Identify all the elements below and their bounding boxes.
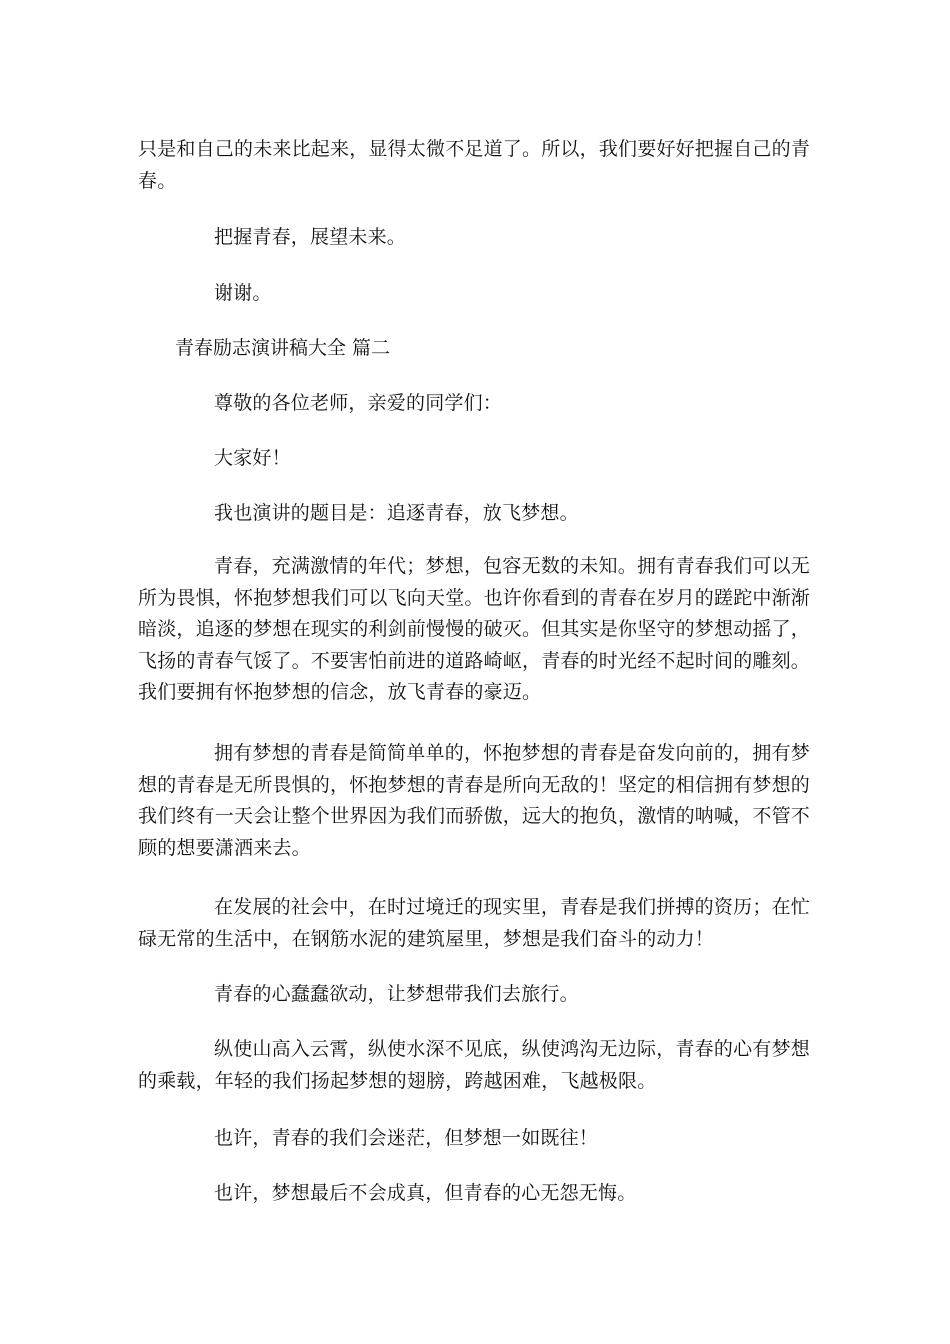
paragraph-mountains-high: 纵使山高入云霄，纵使水深不见底，纵使鸿沟无边际，青春的心有梦想的乘载，年轻的我们扬起梦想的翅膀，跨越困难，飞越极限。 (138, 1038, 810, 1092)
paragraph-closing-continuation: 只是和自己的未来比起来，显得太微不足道了。所以，我们要好好把握自己的青春。 (138, 138, 811, 192)
paragraph-grasp-youth: 把握青春，展望未来。 (214, 226, 407, 248)
section-heading: 青春励志演讲稿大全 篇二 (175, 337, 391, 359)
paragraph-developing-society: 在发展的社会中，在时过境迁的现实里，青春是我们拼搏的资历；在忙碌无常的生活中，在钢筋水泥的建筑屋里，梦想是我们奋斗的动力！ (138, 896, 810, 950)
paragraph-no-regrets: 也许，梦想最后不会成真，但青春的心无怨无悔。 (214, 1182, 637, 1204)
paragraph-dream-youth: 拥有梦想的青春是简简单单的，怀抱梦想的青春是奋发向前的，拥有梦想的青春是无所畏惧的，怀抱梦想的青春是所向无敌的！坚定的相信拥有梦想的我们终有一天会让整个世界因为我们而骄傲，远大的抱负，激情的呐喊，不管不顾的想要潇洒来去。 (138, 742, 811, 859)
paragraph-youth-passion: 青春，充满激情的年代；梦想，包容无数的未知。拥有青春我们可以无所为畏惧，怀抱梦想我们可以飞向天堂。也许你看到的青春在岁月的蹉跎中渐渐暗淡，追逐的梦想在现实的利剑前慢慢的破灭。但其实是你坚守的梦想动摇了，飞扬的青春气馁了。不要害怕前进的道路崎岖，青春的时光经不起时间的雕刻。我们要拥有怀抱梦想的信念，放飞青春的豪迈。 (138, 555, 811, 703)
paragraph-salutation: 尊敬的各位老师，亲爱的同学们： (214, 392, 503, 414)
paragraph-maybe-lost: 也许，青春的我们会迷茫，但梦想一如既往！ (214, 1127, 599, 1149)
paragraph-thanks: 谢谢。 (214, 282, 272, 304)
paragraph-greeting: 大家好！ (214, 447, 291, 469)
paragraph-heart-travel: 青春的心蠢蠢欲动，让梦想带我们去旅行。 (214, 983, 579, 1005)
paragraph-speech-title: 我也演讲的题目是：追逐青春，放飞梦想。 (214, 502, 579, 524)
